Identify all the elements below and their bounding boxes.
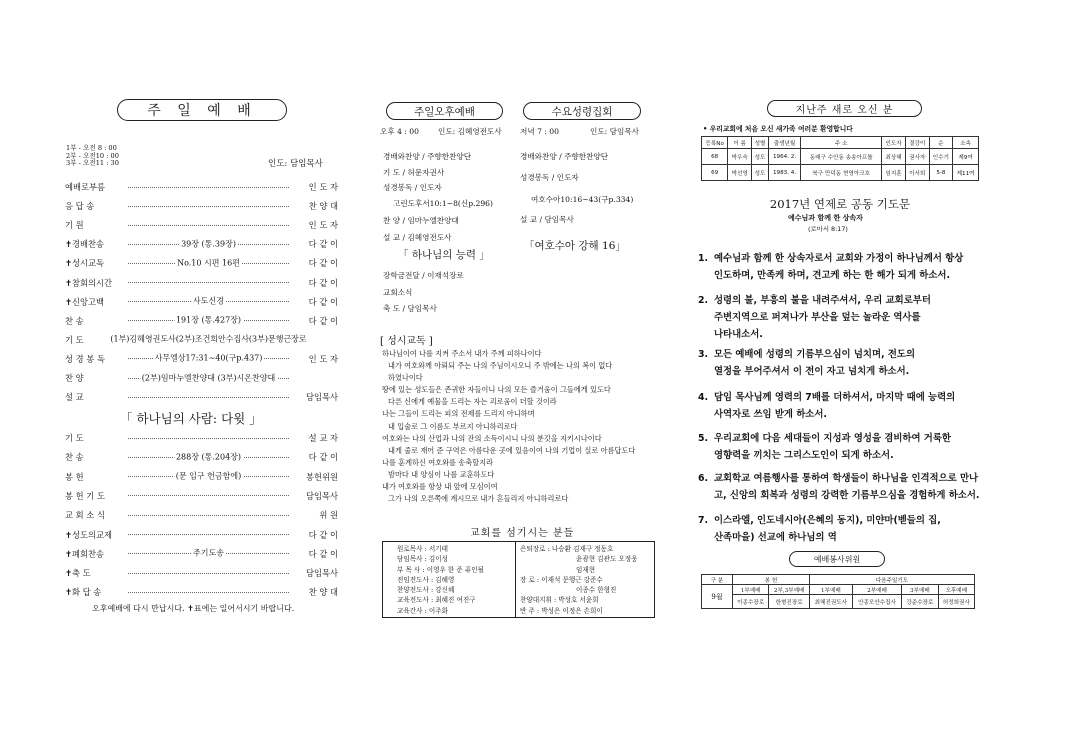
order-of-service-row	[65, 372, 338, 384]
prayer-line	[698, 267, 980, 284]
server-entry: 찬양전도사 : 강신혜	[397, 586, 455, 595]
row-label: 찬 송	[65, 315, 84, 326]
row-performer: 설 교 자	[308, 433, 338, 443]
header-cell: 1부예배	[809, 585, 852, 595]
responsive-reading	[382, 348, 635, 505]
responsive-line: 내게 줄로 재어 준 구역은 아름다운 곳에 있음이여 나의 기업이 실로 아름답도다	[388, 445, 636, 455]
table-cell: 안종모안수집사	[852, 595, 901, 609]
afternoon-item: 축 도 / 담임목사	[383, 304, 437, 313]
table-cell: 최혜진권도사	[809, 595, 852, 609]
order-of-service-row	[65, 315, 338, 327]
dot-leader	[128, 438, 289, 439]
dot-leader	[128, 187, 289, 188]
table-cell: 성도	[751, 149, 768, 165]
prayer-line	[698, 389, 980, 406]
service-times	[66, 145, 119, 168]
responsive-line: 그가 나의 오른쪽에 계시므로 내가 흔들리지 아니하리로다	[388, 494, 569, 504]
row-label: 봉 헌	[65, 471, 84, 482]
afternoon-sermon: 「 하나님의 능력 」	[398, 249, 490, 261]
afternoon-item: 장학금전달 / 이재석장로	[383, 271, 464, 280]
prayer-number: 5.	[698, 433, 709, 444]
prayer-item	[698, 389, 980, 423]
row-label: 응 답 송	[65, 201, 95, 212]
prayer-reference: (로마서 8:17)	[808, 225, 848, 233]
table-cell: 이종수장로	[733, 595, 769, 609]
header-cell: 다음주일기도	[809, 575, 974, 585]
sermon-title: 「 하나님의 사람: 다윗 」	[120, 411, 262, 426]
server-table-title-text: 예배봉사위원	[813, 554, 861, 564]
dot-leader	[128, 282, 289, 283]
order-of-service-row	[65, 490, 338, 502]
row-detail: (1부)김혜영권도사(2부)조건희안수집사(3부)문행근장로	[110, 334, 307, 344]
prayer-text: 사역자로 쓰임 받게 하소서.	[714, 409, 827, 420]
row-label: 찬 양	[65, 373, 84, 383]
dot-leader	[128, 315, 289, 325]
server-entry: 이종수 한형진	[576, 586, 617, 595]
wednesday-sermon: 「여호수아 강해 16」	[524, 240, 626, 252]
prayer-line	[698, 470, 980, 487]
responsive-line: 나를 훈계하신 여호와를 송축할지라	[382, 457, 494, 467]
newcomer-title	[767, 100, 922, 117]
table-cell: 박선영	[728, 165, 752, 181]
dot-leader	[128, 258, 289, 268]
prayer-text: 이스라엘, 인도네시아(은혜의 동지), 미얀마(벧들의 집,	[714, 515, 941, 526]
prayer-text: 인도하며, 만족케 하며, 견고케 하는 한 해가 되게 하소서.	[714, 270, 951, 281]
table-cell: 68	[702, 149, 728, 165]
order-of-service-row	[65, 334, 338, 346]
responsive-line: 다른 신에게 예물을 드리는 자는 괴로움이 더할 것이라	[388, 397, 557, 407]
row-label: 봉 헌 기 도	[65, 490, 105, 501]
responsive-line: 내 입술로 그 이름도 부르지 아니하리로다	[388, 421, 518, 431]
afternoon-item: 경배와찬양 / 주향한찬양단	[383, 152, 472, 161]
row-label: 설 교	[65, 392, 84, 403]
wednesday-leader: 인도: 담임목사	[590, 127, 639, 136]
row-performer: 봉헌위원	[305, 471, 338, 482]
prayer-title: 2017년 연제로 공동 기도문	[769, 197, 911, 211]
prayer-line	[698, 250, 980, 267]
row-label: ✝참회의시간	[65, 277, 113, 288]
dot-leader	[128, 452, 289, 462]
server-entry: 반 주 : 박성은 이정은 손희이	[520, 606, 603, 615]
prayer-line	[698, 487, 980, 504]
responsive-line: 하였나이다	[388, 373, 423, 383]
row-detail: (2부)임마누엘찬양대 (3부)시온찬양대	[141, 373, 276, 382]
prayer-number: 6.	[698, 473, 709, 484]
prayer-subtitle: 예수님과 함께 한 상속자	[788, 214, 863, 222]
header-cell: 성별	[751, 137, 768, 149]
header-cell: 구 분	[702, 575, 733, 585]
table-cell: 북구 만덕동 현영아크호	[801, 165, 882, 181]
row-label: 기 도	[65, 433, 84, 443]
table-cell: 허정희권사	[938, 595, 974, 609]
prayer-item	[698, 430, 980, 464]
row-performer: 위 원	[319, 510, 338, 521]
prayer-number: 2.	[698, 295, 709, 306]
afternoon-item: 기 도 / 허문자권사	[383, 168, 445, 177]
responsive-line: 땅에 있는 성도들은 존귀한 자들이니 나의 모든 즐거움이 그들에게 있도다	[382, 385, 611, 395]
responsive-line: 하나님이여 나를 지켜 주소서 내가 주께 피하나이다	[382, 349, 542, 358]
responsive-title: [ 성시교독 ]	[380, 336, 433, 347]
table-cell: 제9여	[953, 149, 979, 165]
table-cell: 박우숙	[728, 149, 752, 165]
order-of-service-row	[65, 296, 338, 308]
time-1: 1부 - 오전 8 : 00	[66, 144, 117, 152]
table-cell: 한형진장로	[769, 595, 810, 609]
prayer-line	[698, 406, 980, 423]
row-detail: 191장 (통.427장)	[175, 315, 242, 325]
responsive-line: 나는 그들이 드리는 피의 전제를 드리지 아니하며	[382, 409, 535, 419]
order-of-service-row	[65, 509, 338, 521]
time-2: 2부 - 오전10 : 00	[66, 151, 119, 160]
servers-left	[397, 544, 484, 616]
row-performer: 다 같 이	[308, 315, 338, 326]
afternoon-service-title	[386, 102, 503, 120]
wednesday-time: 저녁 7 : 00	[520, 127, 559, 136]
dot-leader	[128, 397, 289, 398]
afternoon-item: 교회소식	[383, 288, 413, 297]
prayer-line	[698, 363, 980, 380]
header-cell: 3부예배	[902, 585, 938, 595]
server-table	[701, 574, 975, 609]
server-entry: 원로목사 : 서기태	[397, 545, 449, 553]
table-cell: 69	[702, 165, 728, 181]
row-performer: 담임목사	[305, 490, 338, 501]
row-detail: 주기도송	[193, 548, 224, 558]
row-performer: 다 같 이	[308, 258, 338, 269]
row-performer: 인 도 자	[308, 353, 338, 364]
row-label: 기 원	[65, 220, 84, 231]
afternoon-time: 오후 4 : 00	[380, 127, 419, 136]
prayer-line	[698, 292, 980, 309]
row-performer: 찬 양 대	[308, 201, 338, 212]
order-of-service-row	[65, 529, 338, 541]
table-cell: 동래구 수안동 송송아프틀	[801, 149, 882, 165]
table-cell: 임지훈	[882, 165, 906, 181]
prayer-item	[698, 292, 980, 343]
table-row	[702, 149, 979, 165]
header-cell: 인도자	[882, 137, 906, 149]
prayer-number: 3.	[698, 349, 709, 360]
row-detail: 39장 (통.39장)	[181, 239, 236, 249]
wednesday-title-text: 수요성령집회	[551, 105, 613, 118]
table-cell: 1983. 4.	[768, 165, 800, 181]
row-performer: 다 같 이	[308, 239, 338, 250]
prayer-number: 4.	[698, 392, 709, 403]
row-label: 예배로부름	[65, 182, 106, 192]
prayer-text: 담임 목사님께 영력의 7배를 더하셔서, 마지막 때에 능력의	[714, 392, 956, 403]
responsive-line: 내가 여호와를 항상 내 앞에 모심이여	[382, 482, 498, 492]
servers-box	[382, 541, 655, 618]
dot-leader	[128, 592, 289, 593]
prayer-text: 영향력을 끼치는 그리스도인이 되게 하소서.	[714, 450, 894, 461]
order-of-service-row	[65, 181, 338, 193]
row-label: 기 도	[65, 334, 84, 345]
prayer-text: 성령의 불, 부흥의 불을 내려주셔서, 우리 교회로부터	[714, 295, 931, 306]
prayer-text: 우리교회에 다음 세대들이 지성과 영성을 겸비하여 거룩한	[714, 433, 951, 444]
prayer-text: 나타내소서.	[714, 329, 763, 340]
row-label: 찬 송	[65, 452, 84, 463]
afternoon-leader: 인도: 김혜영전도사	[438, 127, 502, 136]
header-cell: 이 름	[728, 137, 752, 149]
prayer-item	[698, 512, 980, 546]
header-cell: 봉 헌	[733, 575, 810, 585]
table-cell: 5-8	[929, 165, 953, 181]
server-entry: 장 로 : 이재석 문행근 강준수	[520, 575, 603, 584]
sunday-service-title	[117, 99, 287, 121]
order-of-service-row	[65, 567, 338, 579]
row-performer: 다 같 이	[308, 529, 338, 540]
dot-leader	[110, 334, 307, 344]
dot-leader	[128, 548, 289, 558]
order-of-service-row	[65, 451, 338, 463]
wednesday-item: 여호수아10:16~43(구p.334)	[531, 195, 634, 204]
row-performer: 인 도 자	[308, 220, 338, 231]
prayer-item	[698, 470, 980, 504]
row-detail: 사무엘상17:31~40(구p.437)	[154, 353, 263, 363]
header-cell: 소속	[953, 137, 979, 149]
row-label: ✝화 답 송	[65, 587, 102, 598]
order-of-service-row	[65, 277, 338, 289]
row-performer: 인 도 자	[308, 182, 338, 192]
dot-leader	[128, 353, 289, 363]
order-of-service-row	[65, 257, 338, 269]
server-entry: 교육간사 : 이주화	[397, 606, 449, 615]
server-entry: 임재현	[576, 565, 596, 574]
row-detail: (문 입구 헌금함에)	[175, 471, 242, 481]
servers-title: 교회를 섬기시는 분들	[470, 528, 575, 539]
left-footer: 오후예배에 다시 만납시다. ✝표에는 일어서시기 바랍니다.	[92, 604, 295, 613]
table-cell: 이서희	[905, 165, 929, 181]
table-cell: 제11여	[953, 165, 979, 181]
header-cell: 1부예배	[733, 585, 769, 595]
newcomer-subtitle: • 우리교회에 처음 오신 새가족 여러분 환영합니다	[703, 125, 853, 133]
row-performer: 다 같 이	[308, 277, 338, 288]
prayer-text: 모든 예배에 성령의 기름부으심이 넘치며, 전도의	[714, 349, 916, 360]
header-cell: 등록No	[702, 137, 728, 149]
server-entry: 찬양대지휘 : 박성호 서윤희	[520, 596, 599, 605]
afternoon-item: 찬 양 / 임마누엘찬양대	[383, 216, 459, 225]
dot-leader	[128, 296, 289, 306]
header-cell: 결강이	[905, 137, 929, 149]
row-detail: No.10 시편 16편	[177, 258, 240, 268]
prayer-line	[698, 512, 980, 529]
row-performer: 다 같 이	[308, 548, 338, 559]
row-performer: 다 같 이	[308, 452, 338, 463]
prayer-text: 예수님과 함께 한 상속자로서 교회와 가정이 하나님께서 항상	[714, 253, 964, 264]
server-entry: 은퇴장로 : 나승환 김재구 정동호	[520, 545, 614, 553]
prayer-number: 7.	[698, 515, 709, 526]
prayer-item	[698, 346, 980, 380]
dot-leader	[128, 373, 289, 382]
wednesday-service-title	[523, 102, 641, 120]
dot-leader	[128, 515, 289, 516]
prayer-line	[698, 309, 980, 326]
newcomer-title-text: 지난주 새로 오신 분	[795, 105, 894, 116]
prayer-text: 산족마을) 선교에 하나님의 역	[714, 532, 837, 543]
wednesday-item: 경배와찬양 / 주향한찬양단	[520, 152, 609, 161]
table-cell: 인수기	[929, 149, 953, 165]
prayer-text: 교회학교 여름행사를 통하여 학생들이 하나님을 인격적으로 만나	[714, 473, 979, 484]
order-of-service-row	[65, 432, 338, 444]
order-of-service-row	[65, 471, 338, 483]
table-cell: 1964. 2.	[768, 149, 800, 165]
dot-leader	[128, 225, 289, 226]
row-performer: 다 같 이	[308, 296, 338, 307]
order-of-service-row	[65, 391, 338, 403]
table-cell: 최상혜	[882, 149, 906, 165]
table-cell: 권사자	[905, 149, 929, 165]
header-cell: 출생년월	[768, 137, 800, 149]
table-row	[702, 165, 979, 181]
afternoon-item: 고린도후서10:1~8(신p.296)	[393, 199, 493, 208]
newcomer-header-row	[702, 137, 979, 149]
row-performer: 담임목사	[305, 392, 338, 403]
header-cell: 2부예배	[852, 585, 901, 595]
prayer-line	[698, 430, 980, 447]
responsive-line: 밤마다 내 양심이 나를 교훈하도다	[388, 469, 495, 479]
row-label: 교 회 소 식	[65, 510, 105, 521]
prayer-number: 1.	[698, 253, 709, 264]
prayer-text: 주변지역으로 퍼져나가 부산을 덮는 놀라운 역사를	[714, 312, 921, 323]
row-label: ✝경배찬송	[65, 239, 105, 250]
header-cell: 2부,3부예배	[769, 585, 810, 595]
dot-leader	[128, 573, 289, 574]
order-of-service-row	[65, 353, 338, 365]
server-entry: 전임전도사 : 김혜영	[397, 575, 455, 584]
row-label: ✝축 도	[65, 568, 91, 579]
dot-leader	[128, 495, 289, 496]
row-label: 성 경 봉 독	[65, 353, 105, 364]
server-entry: 담임목사 : 김이성	[397, 555, 449, 564]
row-detail: 288장 (통.204장)	[175, 452, 242, 462]
afternoon-item: 성경봉독 / 인도자	[383, 183, 442, 192]
sunday-service-title-text: 주 일 예 배	[147, 103, 257, 119]
header-cell: 주 소	[801, 137, 882, 149]
header-cell: 순	[929, 137, 953, 149]
order-of-service-row	[65, 586, 338, 598]
server-entry: 교육전도사 : 최혜진 여진구	[397, 596, 476, 605]
presider: 인도: 담임목사	[268, 159, 323, 169]
table-cell: 강준수장로	[902, 595, 938, 609]
prayer-line	[698, 326, 980, 343]
time-3: 3부 - 오전11 : 30	[66, 159, 119, 167]
order-of-service-row	[65, 219, 338, 231]
table-cell: 성도	[751, 165, 768, 181]
dot-leader	[128, 239, 289, 249]
row-label: ✝폐회찬송	[65, 548, 105, 559]
server-table-title	[789, 551, 885, 567]
month-cell: 9월	[702, 585, 733, 609]
responsive-line: 내가 여호와께 아뢰되 주는 나의 주님이시오니 주 밖에는 나의 복이 없다	[388, 361, 613, 371]
row-label: ✝성도의교제	[65, 529, 113, 540]
prayer-line	[698, 346, 980, 363]
row-performer: 찬 양 대	[308, 587, 338, 598]
wednesday-item: 설 교 / 담임목사	[520, 215, 574, 224]
row-performer: 담임목사	[305, 568, 338, 579]
dot-leader	[128, 534, 289, 535]
wednesday-item: 성경봉독 / 인도자	[520, 173, 579, 182]
prayer-item	[698, 250, 980, 284]
afternoon-item: 설 교 / 김혜영전도사	[383, 233, 452, 242]
newcomer-table	[701, 136, 979, 181]
prayer-text: 고, 신앙의 회복과 성령의 강력한 기름부으심을 경험하게 하소서.	[714, 490, 980, 501]
order-of-service-row	[65, 238, 338, 250]
dot-leader	[128, 471, 289, 481]
server-entry: 부 목 사 : 이영우 한 준 퓨인될	[397, 565, 484, 574]
server-entry: 윤광현 김관도 오정웅	[576, 555, 638, 564]
prayer-text: 열정을 부어주셔서 이 전이 자고 넘치게 하소서.	[714, 366, 910, 377]
servers-right	[520, 544, 638, 616]
prayer-line	[698, 529, 980, 546]
order-of-service-row	[65, 548, 338, 560]
row-label: ✝성시교독	[65, 258, 105, 269]
prayer-line	[698, 447, 980, 464]
responsive-line: 여호와는 나의 산업과 나의 잔의 소득이시니 나의 분깃을 지키시나이다	[382, 433, 602, 443]
afternoon-title-text: 주일오후예배	[414, 105, 475, 118]
header-cell: 오후예배	[938, 585, 974, 595]
row-label: ✝신앙고백	[65, 296, 105, 307]
row-detail: 사도신경	[193, 296, 224, 306]
